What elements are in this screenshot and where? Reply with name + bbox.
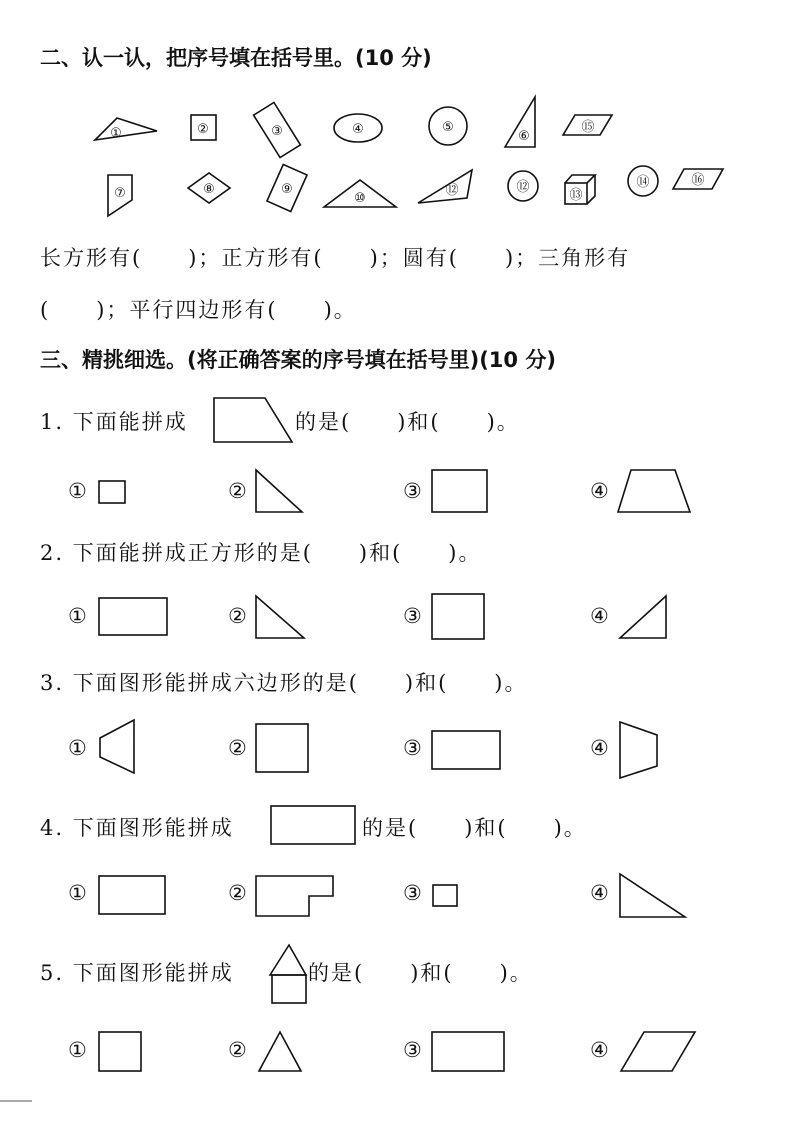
q1-option-4-trapezoid <box>618 470 690 512</box>
question-5-after: 的是( )和( )。 <box>308 961 533 985</box>
q1-option-1-small-square <box>99 481 125 503</box>
answer-line-2: ( )；平行四边形有( )。 <box>40 298 357 322</box>
q1-option-1-label: ① <box>68 479 87 503</box>
q5-target-base-square <box>272 975 306 1003</box>
shape-label-10: ⑩ <box>354 191 366 206</box>
question-2: 2. 下面能拼成正方形的是( )和( )。 <box>40 541 482 565</box>
q5-target-roof-triangle <box>270 945 306 975</box>
q4-option-1-label: ① <box>68 881 87 905</box>
question-4-after: 的是( )和( )。 <box>362 816 587 840</box>
q4-option-4-label: ④ <box>590 881 609 905</box>
q5-option-3-rectangle <box>432 1032 504 1071</box>
shape-recognition-figures <box>0 0 794 240</box>
q1-option-4-label: ④ <box>590 479 609 503</box>
q5-option-1-label: ① <box>68 1038 87 1062</box>
question-1-after: 的是( )和( )。 <box>295 410 520 434</box>
q4-option-2-l-shape <box>256 876 333 916</box>
q4-option-3-label: ③ <box>403 881 422 905</box>
shape-label-16: ⑯ <box>691 173 705 188</box>
q2-option-1-label: ① <box>68 604 87 628</box>
section-2-title: 二、认一认，把序号填在括号里。(10 分) <box>40 46 432 70</box>
q2-option-2-label: ② <box>228 604 247 628</box>
shape-label-2: ② <box>197 122 209 137</box>
shape-label-3: ③ <box>271 124 283 139</box>
q1-option-3-label: ③ <box>403 479 422 503</box>
q3-option-4-trapezoid <box>620 722 657 778</box>
q2-option-4-right-triangle <box>620 596 666 638</box>
q3-option-2-square <box>256 724 308 772</box>
shape-13-cube-top <box>565 175 595 183</box>
q2-option-4-label: ④ <box>590 604 609 628</box>
question-4-before: 4. 下面图形能拼成 <box>40 816 234 840</box>
q2-option-3-square <box>432 594 484 639</box>
q4-option-1-rectangle <box>99 876 165 914</box>
q3-option-1-trapezoid <box>100 720 134 773</box>
question-5-before: 5. 下面图形能拼成 <box>40 961 234 985</box>
shape-label-1: ① <box>110 126 122 141</box>
q4-option-3-small-square <box>433 885 457 906</box>
q4-option-2-label: ② <box>228 881 247 905</box>
q3-option-4-label: ④ <box>590 736 609 760</box>
shape-label-15: ⑮ <box>581 120 595 135</box>
shape-label-5: ⑤ <box>442 120 454 135</box>
q1-target-trapezoid <box>214 398 292 442</box>
q2-option-3-label: ③ <box>403 604 422 628</box>
shape-label-14: ⑭ <box>636 175 650 190</box>
shape-label-7: ⑦ <box>114 186 126 201</box>
shape-1-triangle <box>95 118 157 140</box>
q1-option-2-label: ② <box>228 479 247 503</box>
shape-label-13: ⑬ <box>569 188 583 203</box>
q3-option-3-rectangle <box>432 731 500 769</box>
shape-label-8: ⑧ <box>203 182 215 197</box>
shape-label-12: ⑫ <box>516 180 530 195</box>
q3-option-2-label: ② <box>228 736 247 760</box>
q5-option-4-label: ④ <box>590 1038 609 1062</box>
q5-option-2-triangle <box>259 1032 301 1071</box>
q2-option-2-right-triangle <box>256 596 304 638</box>
answer-line-1: 长方形有( )；正方形有( )；圆有( )；三角形有 <box>40 246 631 270</box>
q3-option-1-label: ① <box>68 736 87 760</box>
shape-label-4: ④ <box>352 122 364 137</box>
q5-option-3-label: ③ <box>403 1038 422 1062</box>
q1-option-2-right-triangle <box>256 470 302 512</box>
question-1-before: 1. 下面能拼成 <box>40 410 188 434</box>
section-3-title: 三、精挑细选。(将正确答案的序号填在括号里)(10 分) <box>40 348 556 372</box>
shape-label-11: ⑫ <box>445 183 459 198</box>
shape-label-6: ⑥ <box>518 129 530 144</box>
q4-option-4-right-triangle <box>620 874 685 917</box>
q3-option-3-label: ③ <box>403 736 422 760</box>
q5-option-4-parallelogram <box>621 1032 695 1071</box>
q2-option-1-rectangle <box>99 598 167 635</box>
q4-target-rectangle <box>271 806 355 844</box>
q5-option-1-square <box>99 1032 141 1071</box>
q1-option-3-rectangle <box>432 470 487 512</box>
shape-label-9: ⑨ <box>281 182 293 197</box>
q5-option-2-label: ② <box>228 1038 247 1062</box>
question-3: 3. 下面图形能拼成六边形的是( )和( )。 <box>40 671 528 695</box>
